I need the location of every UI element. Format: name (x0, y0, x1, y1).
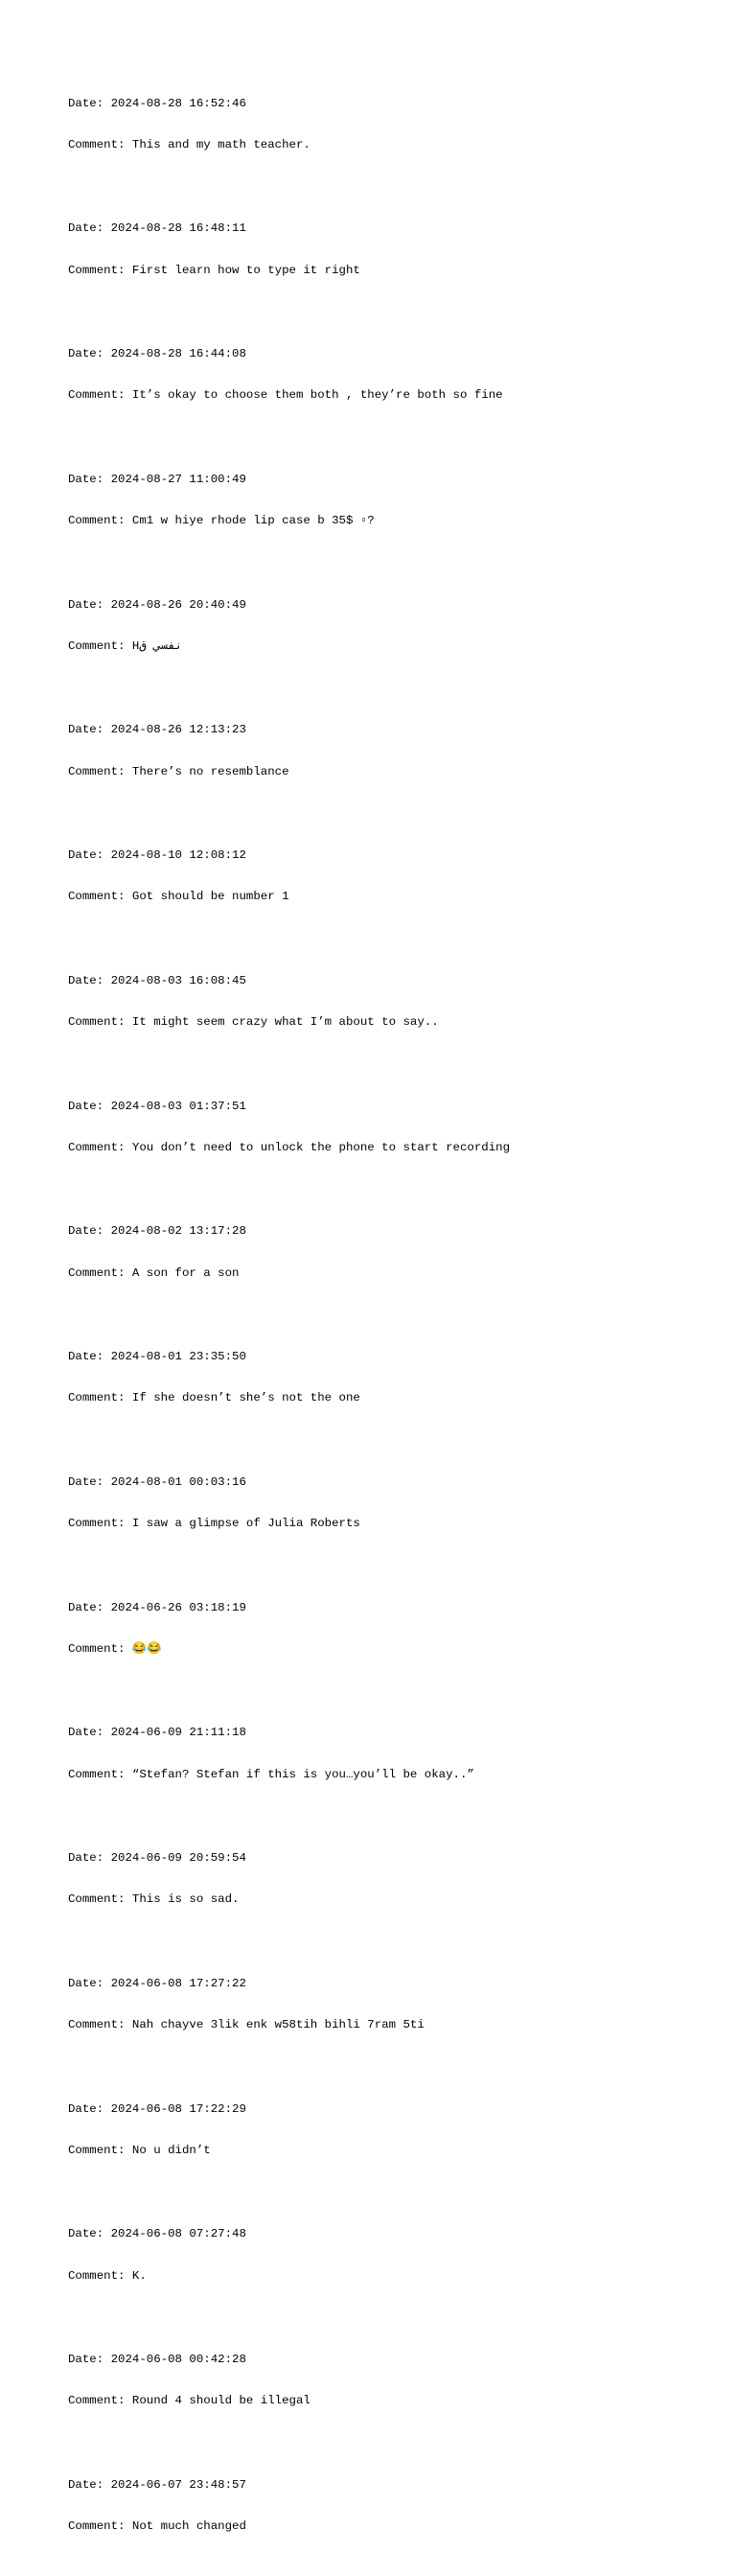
list-item (68, 2450, 736, 2561)
comment-label: Comment: (68, 2268, 132, 2283)
date-label: Date: (68, 597, 111, 612)
comment-label: Comment: (68, 514, 132, 528)
date-value: 2024-06-26 03:18:19 (110, 1600, 246, 1614)
date-value: 2024-08-28 16:52:46 (110, 96, 246, 110)
date-label: Date: (68, 347, 111, 361)
date-line (68, 1601, 736, 1615)
comment-label: Comment: (68, 1517, 132, 1531)
date-label: Date: (68, 723, 111, 737)
date-value: 2024-06-08 17:22:29 (110, 2101, 246, 2116)
date-value: 2024-08-10 12:08:12 (110, 848, 246, 863)
date-value: 2024-08-03 01:37:51 (110, 1099, 246, 1113)
comment-text: K. (131, 2268, 147, 2283)
date-line (68, 347, 736, 361)
date-label: Date: (68, 221, 111, 236)
list-item (68, 69, 736, 179)
comment-text: This is so sad. (131, 1892, 240, 1907)
date-line (68, 2478, 736, 2493)
comment-text: I saw a glimpse of Julia Roberts (131, 1517, 360, 1531)
date-value: 2024-08-01 00:03:16 (110, 1474, 246, 1489)
comment-line (68, 388, 736, 403)
comment-label: Comment: (68, 1641, 132, 1656)
date-value: 2024-08-03 16:08:45 (110, 973, 246, 987)
comment-text: Not much changed (131, 2519, 246, 2534)
comment-line (68, 1266, 736, 1281)
comment-text: First learn how to type it right (131, 263, 360, 277)
date-line (68, 1350, 736, 1364)
comment-line (68, 1391, 736, 1405)
date-label: Date: (68, 2353, 111, 2367)
date-line (68, 2102, 736, 2117)
comment-line (68, 1892, 736, 1907)
comment-line (68, 514, 736, 528)
comment-line (68, 890, 736, 904)
date-label: Date: (68, 1726, 111, 1740)
comment-text: It’s okay to choose them both , they’re both so fine (131, 388, 503, 403)
comment-label: Comment: (68, 2519, 132, 2534)
comment-text: “Stefan? Stefan if this is you…you’ll be okay..” (131, 1767, 474, 1781)
date-label: Date: (68, 2477, 111, 2492)
list-item (68, 1323, 736, 1433)
date-value: 2024-08-27 11:00:49 (110, 472, 246, 486)
list-item (68, 1949, 736, 2059)
date-label: Date: (68, 96, 111, 110)
date-line (68, 2353, 736, 2367)
date-line (68, 97, 736, 111)
comment-line (68, 1015, 736, 1030)
date-value: 2024-06-07 23:48:57 (110, 2477, 246, 2492)
date-value: 2024-06-08 00:42:28 (110, 2353, 246, 2367)
date-label: Date: (68, 472, 111, 486)
date-label: Date: (68, 848, 111, 863)
comment-label: Comment: (68, 1892, 132, 1907)
date-value: 2024-08-28 16:44:08 (110, 347, 246, 361)
comment-line (68, 639, 736, 654)
comment-text: You don’t need to unlock the phone to start recording (131, 1140, 511, 1154)
comment-line (68, 1642, 736, 1657)
comment-label: Comment: (68, 1767, 132, 1781)
date-value: 2024-06-09 20:59:54 (110, 1851, 246, 1866)
date-line (68, 848, 736, 863)
comment-label: Comment: (68, 1140, 132, 1154)
comment-label: Comment: (68, 2143, 132, 2157)
date-line (68, 598, 736, 613)
comment-label: Comment: (68, 137, 132, 151)
comment-label: Comment: (68, 263, 132, 277)
comment-label: Comment: (68, 1015, 132, 1030)
comment-text: Got should be number 1 (131, 890, 289, 904)
date-line (68, 974, 736, 988)
comment-line (68, 2269, 736, 2284)
list-item (68, 445, 736, 555)
date-label: Date: (68, 1224, 111, 1239)
list-item (68, 2326, 736, 2436)
date-line (68, 473, 736, 487)
date-label: Date: (68, 1350, 111, 1364)
list-item (68, 195, 736, 305)
date-value: 2024-06-09 21:11:18 (110, 1726, 246, 1740)
comment-line (68, 264, 736, 278)
date-line (68, 1726, 736, 1740)
comment-line (68, 2018, 736, 2032)
date-label: Date: (68, 1851, 111, 1866)
date-label: Date: (68, 973, 111, 987)
comment-text: Nah chayve 3lik enk w58tih bihli 7ram 5ti (131, 2018, 425, 2032)
date-value: 2024-08-02 13:17:28 (110, 1224, 246, 1239)
date-label: Date: (68, 1099, 111, 1113)
comment-text: This and my math teacher. (131, 137, 310, 151)
comment-text: There’s no resemblance (131, 764, 289, 778)
list-item (68, 1197, 736, 1308)
list-item (68, 1448, 736, 1558)
comment-label: Comment: (68, 1391, 132, 1405)
date-label: Date: (68, 1600, 111, 1614)
comment-line (68, 1768, 736, 1782)
comment-label: Comment: (68, 2018, 132, 2032)
date-value: 2024-06-08 07:27:48 (110, 2227, 246, 2241)
date-line (68, 1100, 736, 1114)
date-label: Date: (68, 1976, 111, 1990)
date-line (68, 1851, 736, 1866)
date-value: 2024-08-26 20:40:49 (110, 597, 246, 612)
date-line (68, 723, 736, 737)
comment-line (68, 765, 736, 779)
comment-line (68, 2144, 736, 2158)
comment-label: Comment: (68, 764, 132, 778)
list-item (68, 1573, 736, 1683)
date-line (68, 1475, 736, 1490)
comment-label: Comment: (68, 2394, 132, 2408)
comment-label: Comment: (68, 388, 132, 403)
comment-text: Cm1 w hiye rhode lip case b 35$ ▫? (131, 514, 375, 528)
list-item (68, 946, 736, 1056)
date-value: 2024-06-08 17:27:22 (110, 1976, 246, 1990)
list-item (68, 1699, 736, 1809)
list-item (68, 320, 736, 430)
comment-line (68, 1517, 736, 1531)
comment-line (68, 138, 736, 152)
comment-line (68, 2394, 736, 2408)
comment-text: It might seem crazy what I’m about to say.. (131, 1015, 439, 1030)
comment-line (68, 1141, 736, 1155)
comment-line (68, 2519, 736, 2534)
date-label: Date: (68, 2101, 111, 2116)
list-item (68, 2075, 736, 2185)
date-value: 2024-08-28 16:48:11 (110, 221, 246, 236)
comment-text: 😂😂 (131, 1641, 162, 1656)
list-item (68, 570, 736, 681)
date-line (68, 1977, 736, 1991)
date-line (68, 221, 736, 236)
list-item (68, 822, 736, 932)
date-label: Date: (68, 2227, 111, 2241)
comment-text: If she doesn’t she’s not the one (131, 1391, 360, 1405)
date-line (68, 1224, 736, 1239)
date-label: Date: (68, 1474, 111, 1489)
comment-log (68, 69, 736, 2576)
comment-label: Comment: (68, 890, 132, 904)
comment-text: A son for a son (131, 1265, 240, 1280)
list-item (68, 1072, 736, 1182)
comment-text: Hنفسي ق (131, 638, 183, 653)
comment-label: Comment: (68, 1265, 132, 1280)
date-value: 2024-08-01 23:35:50 (110, 1350, 246, 1364)
list-item (68, 1824, 736, 1935)
date-line (68, 2227, 736, 2241)
comment-text: No u didn’t (131, 2143, 211, 2157)
comment-text: Round 4 should be illegal (131, 2394, 310, 2408)
list-item (68, 2200, 736, 2310)
list-item (68, 696, 736, 806)
comment-label: Comment: (68, 638, 132, 653)
date-value: 2024-08-26 12:13:23 (110, 723, 246, 737)
